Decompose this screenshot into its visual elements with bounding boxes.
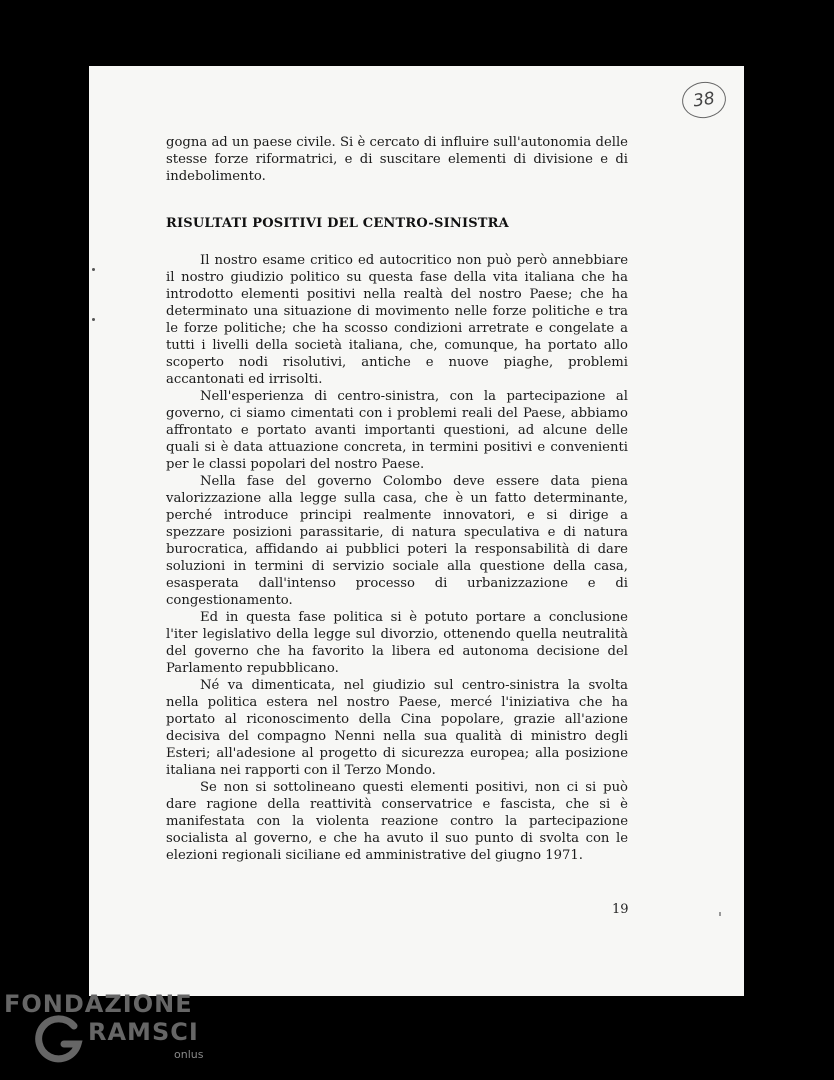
paragraph-1: Il nostro esame critico ed autocritico non può però annebbiare il nostro giudizio politico su questa fase della vita italiana che ha introdotto elementi positivi nella realtà del nostro Paese; che ha determinato una situazione di movimento nelle forze politiche e tra le forze politiche; che ha scosso condizioni arretrate e congelate a tutti i livelli della società italiana, che, comunque, ha portato allo scoperto nodi risolutivi, antiche e nuove piaghe, problemi accantonati ed irrisolti. xyxy=(166,253,628,387)
paragraph-6: Se non si sottolineano questi elementi positivi, non ci si può dare ragione della reattività conservatrice e fascista, che si è manifestata con la violenta reazione contro la partecipazione socialista al governo, e che ha avuto il suo punto di svolta con le elezioni regionali siciliane ed amministrative del giugno 1971. xyxy=(166,780,628,863)
logo-text-line2: RAMSCI xyxy=(88,1018,199,1046)
margin-mark xyxy=(92,318,95,321)
margin-mark xyxy=(92,268,95,271)
logo-suffix: onlus xyxy=(174,1048,204,1061)
opening-paragraph: gogna ad un paese civile. Si è cercato di influire sull'autonomia delle stesse forze riformatrici, e di suscitare elementi di divisione e di indebolimento. xyxy=(166,135,628,184)
opening-paragraph-block xyxy=(166,134,628,185)
logo-g-icon xyxy=(34,1014,86,1066)
paragraph-2: Nell'esperienza di centro-sinistra, con la partecipazione al governo, ci siamo cimentati con i problemi reali del Paese, abbiamo affrontato e portato avanti importanti questioni, ad alcune delle quali si è data attuazione concreta, in termini positivi e convenienti per le classi popolari del nostro Paese. xyxy=(166,389,628,472)
paragraph-5: Né va dimenticata, nel giudizio sul centro-sinistra la svolta nella politica estera nel nostro Paese, mercé l'iniziativa che ha portato al riconoscimento della Cina popolare, grazie all'azione decisiva del compagno Nenni nella sua qualità di ministro degli Esteri; all'adesione al progetto di sicurezza europea; alla posizione italiana nei rapporti con il Terzo Mondo. xyxy=(166,678,628,778)
body-text xyxy=(166,252,628,864)
edge-mark xyxy=(719,912,721,916)
stamp-number: 38 xyxy=(691,88,717,112)
logo-text-line1: FONDAZIONE xyxy=(4,990,193,1018)
section-heading: RISULTATI POSITIVI DEL CENTRO-SINISTRA xyxy=(166,216,509,231)
paragraph-4: Ed in questa fase politica si è potuto portare a conclusione l'iter legislativo della legge sul divorzio, ottenendo quella neutralità del governo che ha favorito la libera ed autonoma decisione del Parlamento repubblicano. xyxy=(166,610,628,676)
paragraph-3: Nella fase del governo Colombo deve essere data piena valorizzazione alla legge sulla casa, che è un fatto determinante, perché introduce principi realmente innovatori, e si dirige a spezzare posizioni parassitarie, di natura speculativa e di natura burocratica, affidando ai pubblici poteri la responsabilità di dare soluzioni in termini di servizio sociale alla questione della casa, esasperata dall'intenso processo di urbanizzazione e di congestionamento. xyxy=(166,474,628,608)
page-number: 19 xyxy=(612,902,629,917)
fondazione-gramsci-logo xyxy=(4,990,209,1070)
